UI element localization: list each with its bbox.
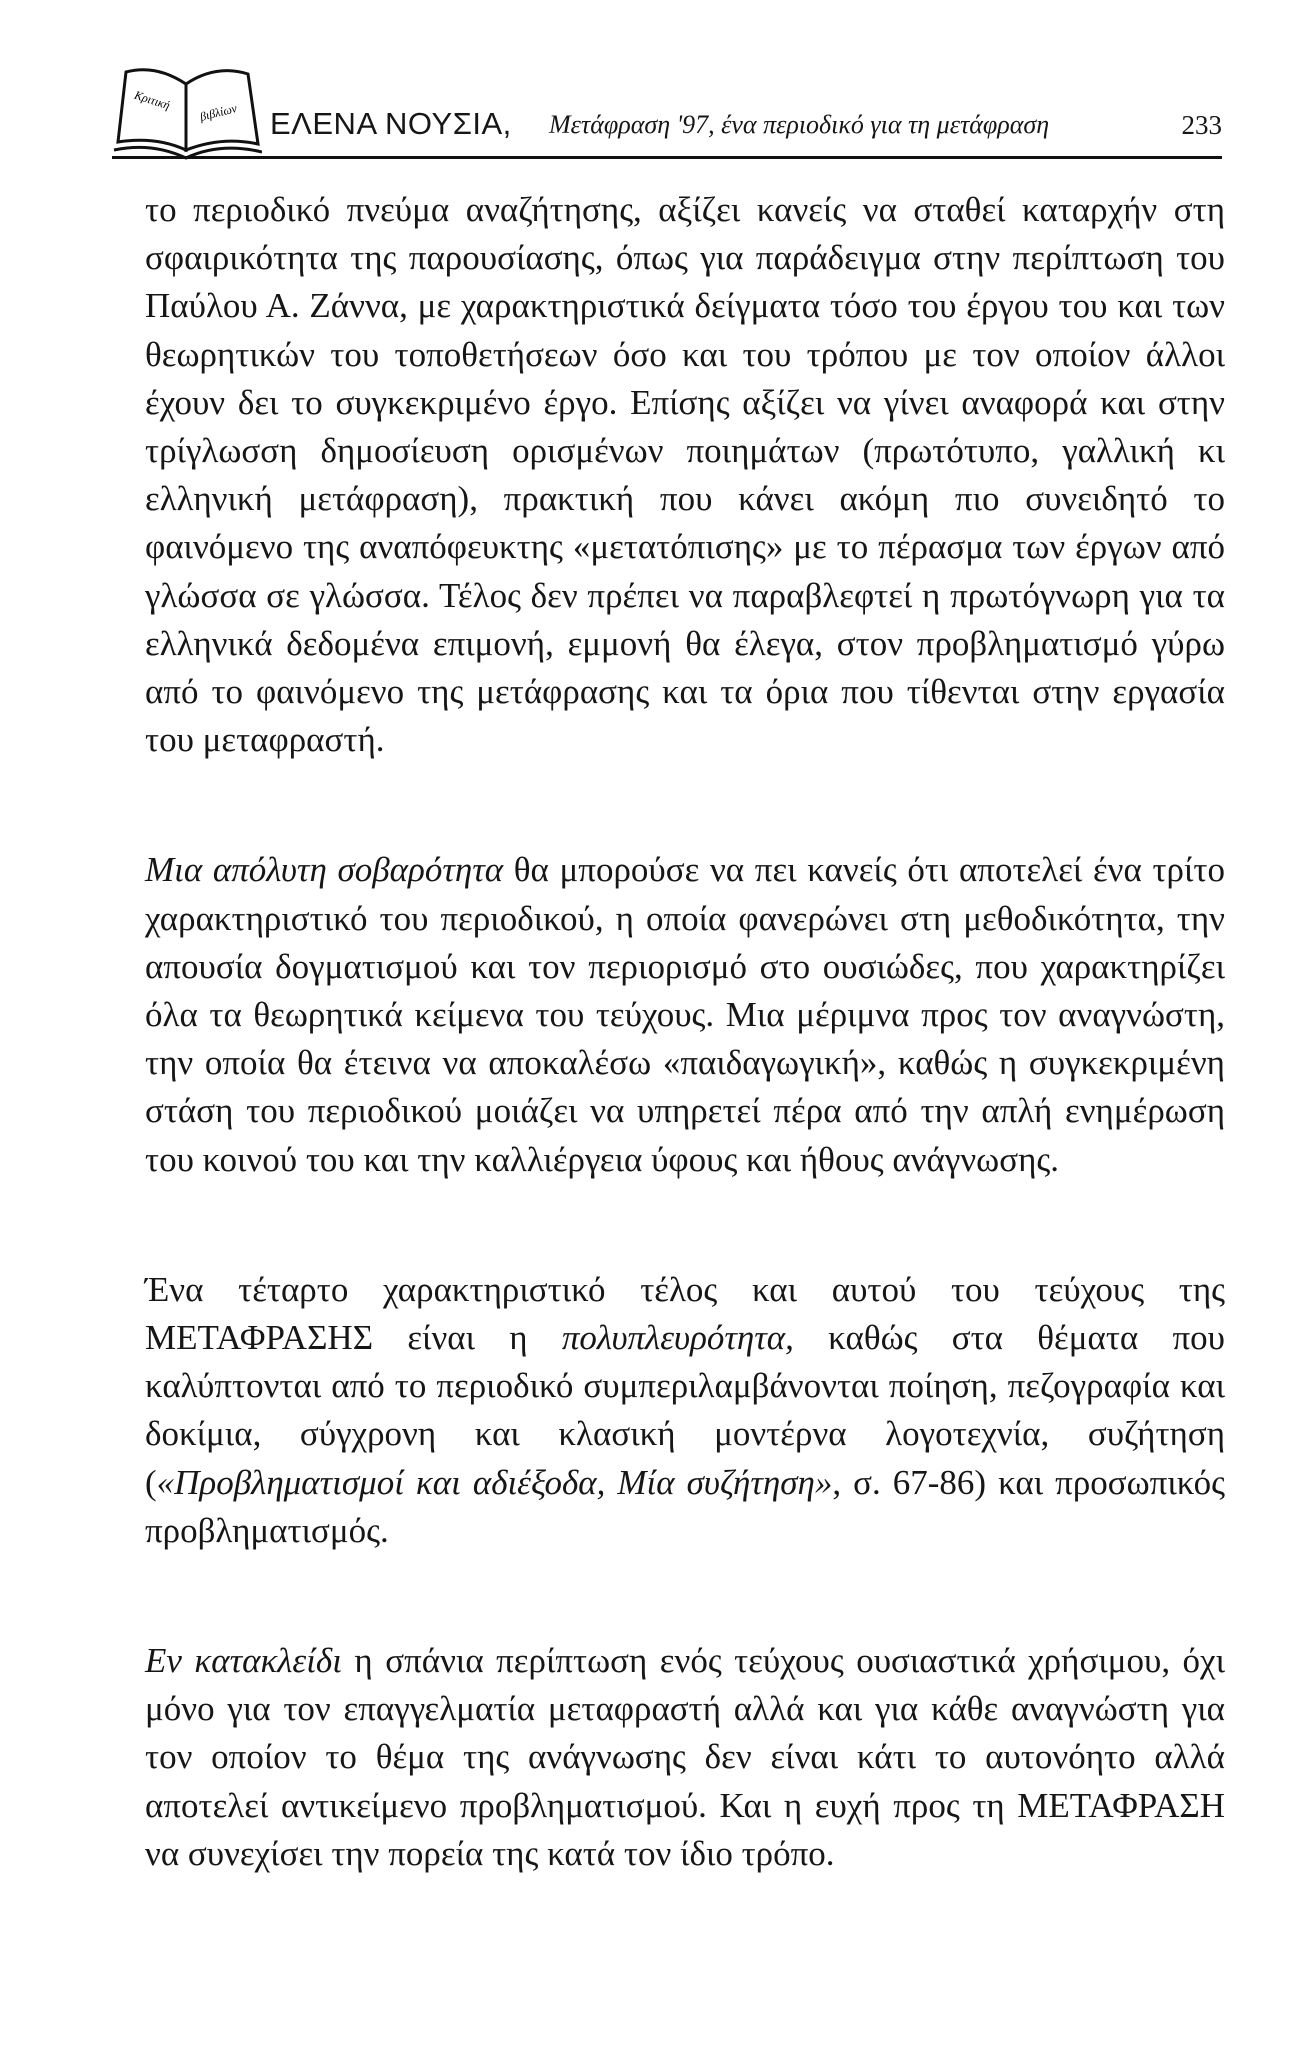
logo-text-left: Κριτική — [132, 87, 172, 113]
page-number: 233 — [1181, 110, 1222, 140]
paragraph-3 — [145, 1266, 1225, 1555]
text-segment-italic: Εν κατακλείδι — [145, 1641, 342, 1681]
text-segment: η σπάνια περίπτωση ενός τεύχους ουσιαστικά χρήσιμου, όχι μόνο για τον επαγγελματία μεταφραστή αλλά και για κάθε αναγνώστη για τον οποίον το θέμα της ανάγνωσης δεν είναι κάτι το αυτονόητο αλλά αποτελεί αντικείμενο προβληματισμού. Και η ευχή προς τη ΜΕΤΑΦΡΑΣΗ να συνεχίσει την πορεία της κατά τον ίδιο τρόπο. — [145, 1641, 1225, 1873]
text-segment: το περιοδικό πνεύμα αναζήτησης, αξίζει κανείς να σταθεί καταρχήν στη σφαιρικότητα της παρουσίασης, όπως για παράδειγμα στην περίπτωση του Παύλου Α. Ζάννα, με χαρακτηριστικά δείγματα τόσο του έργου του και των θεωρητικών του τοποθετήσεων όσο και του τρόπου με τον οποίον άλλοι έχουν δει το συγκεκριμένο έργο. Επίσης αξίζει να γίνει αναφορά και στην τρίγλωσση δημοσίευση ορισμένων ποιημάτων (πρωτότυπο, γαλλική κι ελληνική μετάφραση), πρακτική που κάνει ακόμη πιο συνειδητό το φαινόμενο της αναπόφευκτης «μετατόπισης» με το πέρασμα των έργων από γλώσσα σε γλώσσα. Τέλος δεν πρέπει να παραβλεφτεί η πρωτόγνωρη για τα ελληνικά δεδομένα επιμονή, εμμονή θα έλεγα, στον προβληματισμό γύρω από το φαινόμενο της μετάφρασης και τα όρια που τίθενται στην εργασία του μεταφραστή. — [145, 190, 1225, 760]
text-segment: καθώς στα θέματα που καλύπτονται από το περιοδικό συμπεριλαμβάνονται ποίηση, πεζογραφία και δοκίμια, σύγχρονη και κλασική μοντέρνα λογοτεχνία, συζήτηση ( — [145, 1318, 1225, 1502]
text-segment-italic: πολυπλευρότητα, — [561, 1318, 794, 1358]
text-segment: , σ. 67-86) και προσωπικός προβληματισμός. — [145, 1462, 1225, 1550]
text-segment-italic: «Προβληματισμοί και αδιέξοδα, Μία συζήτηση» — [156, 1462, 833, 1502]
paragraph-2 — [145, 846, 1225, 1183]
header-rule — [112, 156, 1222, 159]
header-author: ΕΛΕΝΑ ΝΟΥΣΙΑ, — [270, 106, 512, 141]
paragraph-4 — [145, 1637, 1225, 1878]
running-header — [112, 60, 1222, 160]
text-segment: θα μπορούσε να πει κανείς ότι αποτελεί ένα τρίτο χαρακτηριστικό του περιοδικού, η οποία φανερώνει στη μεθοδικότητα, την απουσία δογματισμού και τον περιορισμό στο ουσιώδες, που χαρακτηρίζει όλα τα θεωρητικά κείμενα του τεύχους. Μια μέριμνα προς τον αναγνώστη, την οποία θα έτεινα να αποκαλέσω «παιδαγωγική», καθώς η συγκεκριμένη στάση του περιοδικού μοιάζει να υπηρετεί πέρα από την απλή ενημέρωση του κοινού του και την καλλιέργεια ύφους και ήθους ανάγνωσης. — [145, 850, 1225, 1179]
open-book-icon — [112, 60, 262, 160]
body-text — [145, 186, 1225, 1878]
header-title: Μετάφραση '97, ένα περιοδικό για τη μετάφραση — [549, 110, 1050, 139]
text-segment: Ένα τέταρτο χαρακτηριστικό τέλος και αυτού του τεύχους της ΜΕΤΑΦΡΑΣΗΣ είναι η — [145, 1269, 1225, 1358]
logo-text-right: βιβλίων — [198, 101, 239, 124]
paragraph-1 — [145, 186, 1225, 764]
text-segment-italic: Μια απόλυτη σοβαρότητα — [145, 850, 504, 890]
